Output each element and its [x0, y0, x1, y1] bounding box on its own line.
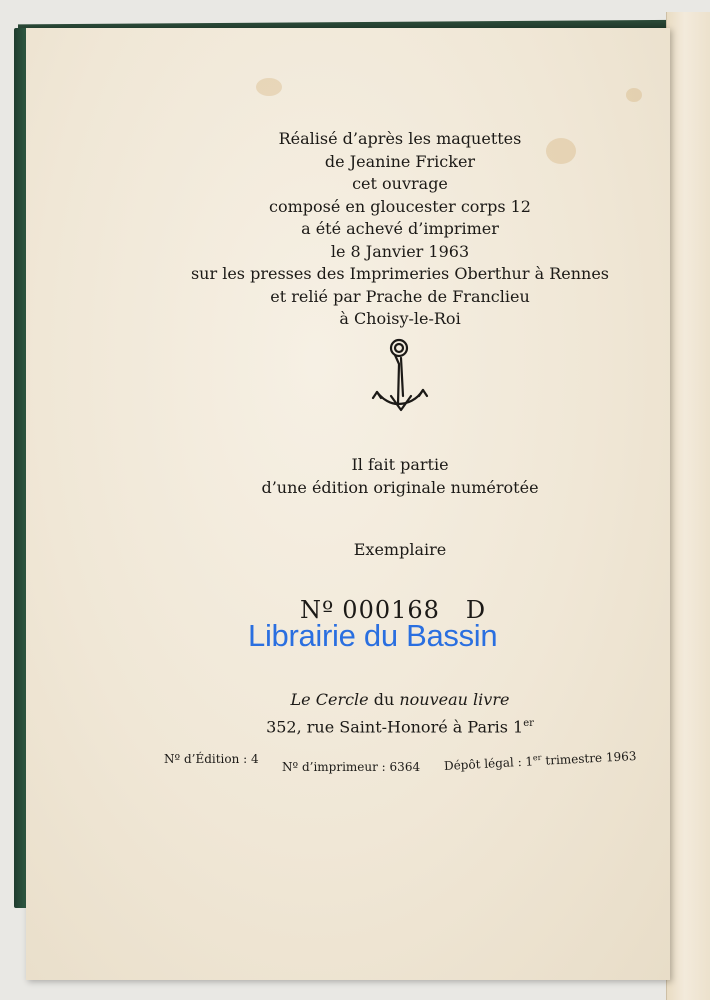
edition-line: Il fait partie [351, 455, 449, 474]
legal-deposit-suffix: trimestre 1963 [541, 748, 637, 768]
colophon-line: composé en gloucester corps 12 [269, 196, 531, 216]
watermark-text: Librairie du Bassin [248, 618, 498, 653]
edition-line: d’une édition originale numérotée [261, 477, 539, 497]
colophon-line: a été achevé d’imprimer [301, 219, 499, 238]
colophon-line: de Jeanine Fricker [324, 151, 476, 171]
printer-number: Nº d’imprimeur : 6364 [282, 760, 421, 774]
publisher-address-text: 352, rue Saint-Honoré à Paris 1 [266, 717, 524, 737]
copy-number-value: 000168 [342, 596, 440, 624]
colophon-line: à Choisy-le-Roi [339, 309, 461, 328]
publisher-address [200, 712, 600, 739]
publisher-name-part: Le Cercle [290, 690, 369, 709]
colophon-line: Réalisé d’après les maquettes [278, 129, 522, 148]
copy-series-letter: D [465, 596, 487, 624]
colophon-text [150, 128, 650, 331]
anchor-icon [369, 338, 433, 420]
publisher-address-sup: er [523, 718, 534, 729]
colophon-line: et relié par Prache de Franclieu [270, 286, 530, 306]
colophon-line: cet ouvrage [352, 174, 448, 193]
edition-number: Nº d’Édition : 4 [164, 752, 259, 766]
exemplaire-label: Exemplaire [353, 540, 447, 559]
legal-deposit-sup: er [532, 752, 542, 763]
legal-info [164, 748, 644, 788]
number-sign: Nº [300, 596, 335, 624]
publisher-name-part: nouveau livre [399, 690, 510, 709]
legal-deposit-prefix: Dépôt légal : 1 [443, 754, 534, 773]
legal-deposit [444, 748, 637, 773]
edition-statement [200, 454, 600, 499]
publisher-name [200, 688, 600, 712]
colophon-line: le 8 Janvier 1963 [330, 241, 470, 261]
publisher-name-part: du [368, 690, 400, 709]
publisher-block [200, 688, 600, 739]
colophon-line: sur les presses des Imprimeries Oberthur à Rennes [190, 264, 610, 283]
